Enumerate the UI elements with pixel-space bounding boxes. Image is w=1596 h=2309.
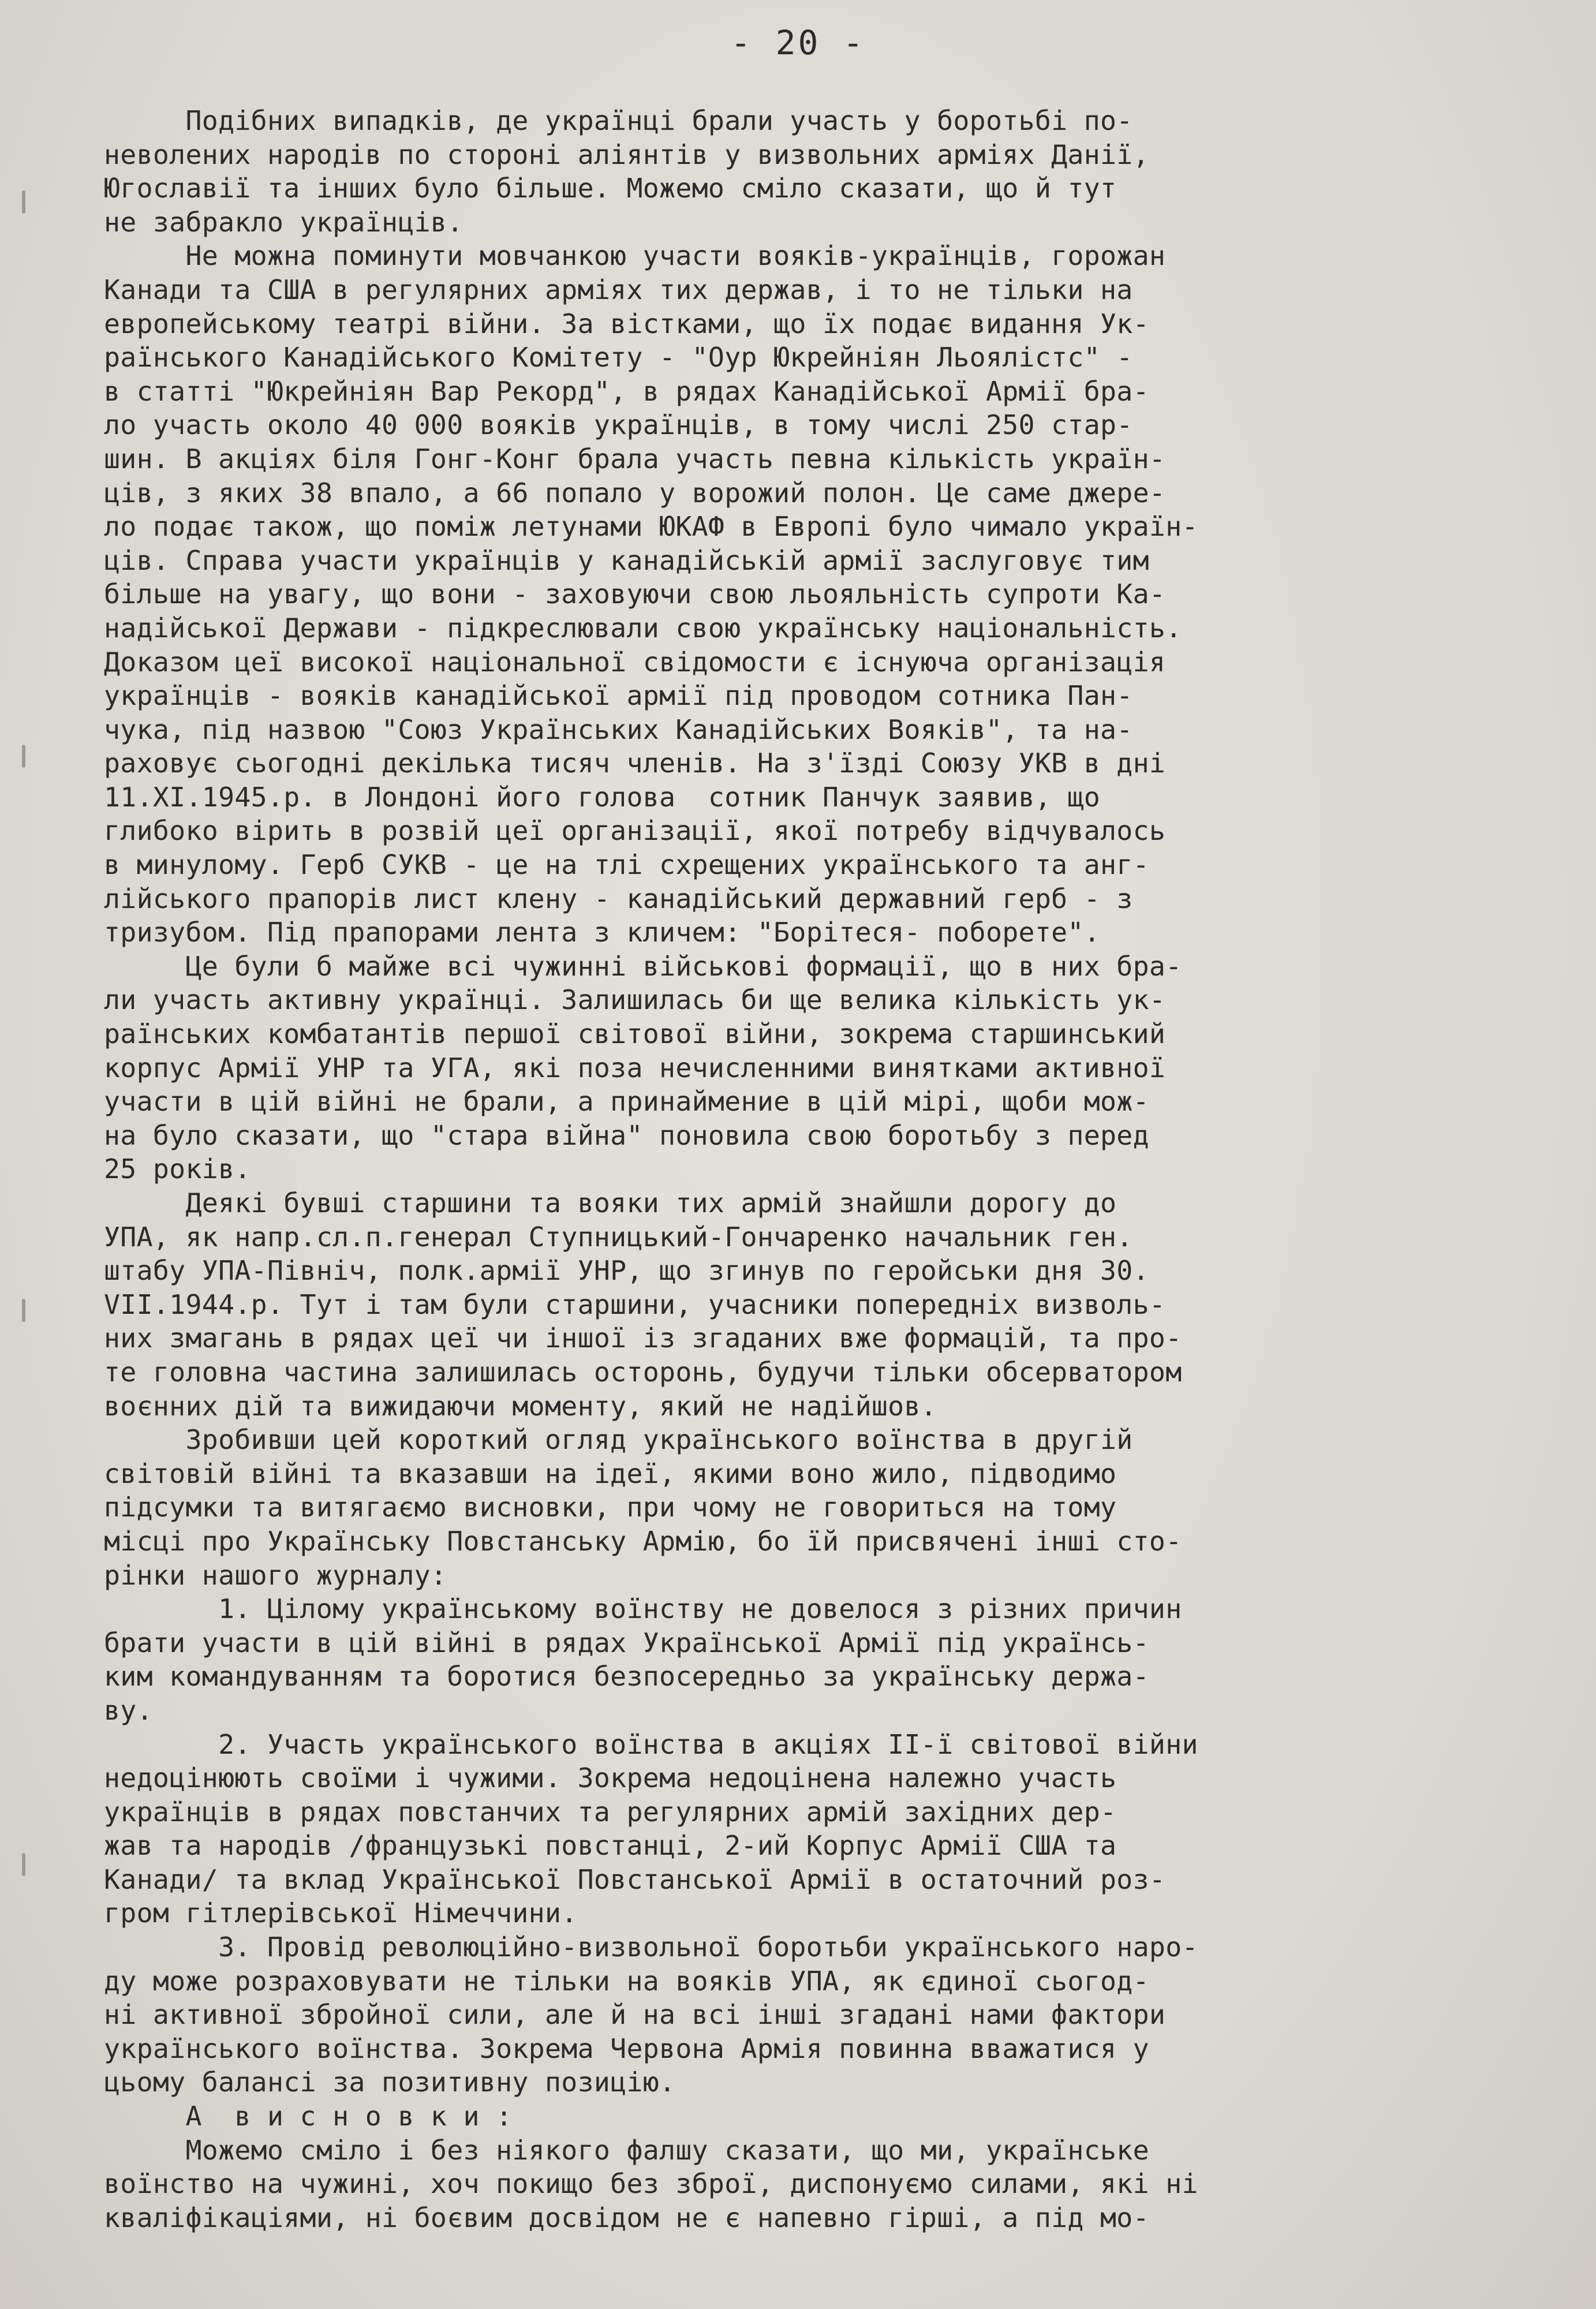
text-line: ло участь около 40 000 вояків українців, в тому числі 250 стар- xyxy=(104,409,1133,441)
text-line: УПА, як напр.сл.п.генерал Ступницький-Гончаренко начальник ген. xyxy=(104,1221,1133,1253)
text-line: ли участь активну українці. Залишилась би ще велика кількість ук- xyxy=(104,984,1166,1016)
text-line: тризубом. Під прапорами лента з кличем: "Борітеся- поборете". xyxy=(104,917,1101,948)
text-line: раїнських комбатантів першої світової війни, зокрема старшинський xyxy=(104,1018,1166,1050)
text-line: більше на увагу, що вони - заховуючи свою льояльність супроти Ка- xyxy=(104,578,1166,610)
text-line: цьому балансі за позитивну позицію. xyxy=(104,2067,676,2098)
text-line: воїнство на чужині, хоч покищо без зброї, диспонуємо силами, які ні xyxy=(104,2168,1198,2200)
text-line: воєнних дій та вижидаючи моменту, який не надійшов. xyxy=(104,1390,937,1422)
text-line: ців. Справа участи українців у канадійській армії заслуговує тим xyxy=(104,544,1149,576)
binding-mark xyxy=(22,190,25,214)
text-line: українців в рядах повстанчих та регулярних армій західних дер- xyxy=(104,1796,1117,1828)
text-line: недоцінюють своїми і чужими. Зокрема недоцінена належно участь xyxy=(104,1762,1117,1794)
text-line: ким командуванням та боротися безпосередньо за українську держа- xyxy=(104,1661,1149,1692)
page-number: - 20 - xyxy=(730,23,866,62)
text-line: неволених народів по стороні аліянтів у визвольних арміях Данії, xyxy=(104,139,1149,170)
binding-mark xyxy=(22,1853,25,1876)
text-line: надійської Держави - підкреслювали свою українську національність. xyxy=(104,612,1182,644)
text-line: 11.XI.1945.р. в Лондоні його голова сотник Панчук заявив, що xyxy=(104,781,1101,813)
text-line: лійського прапорів лист клену - канадійський державний герб - з xyxy=(104,883,1133,914)
text-line: VII.1944.р. Тут і там були старшини, учасники попередніх визволь- xyxy=(104,1288,1166,1320)
text-line: шин. В акціях біля Гонг-Конг брала участь певна кількість україн- xyxy=(104,443,1166,474)
text-line: Зробивши цей короткий огляд українського воїнства в другій xyxy=(104,1424,1133,1456)
text-line: раїнського Канадійського Комітету - "Оур Юкрейніян Льоялістс" - xyxy=(104,342,1133,373)
text-line: ву. xyxy=(104,1694,153,1726)
text-line: Можемо сміло і без ніякого фалшу сказати, що ми, українське xyxy=(104,2134,1149,2166)
typewritten-body xyxy=(104,104,1489,2235)
text-line: Югославії та інших було більше. Можемо сміло сказати, що й тут xyxy=(104,173,1117,204)
text-line: 25 років. xyxy=(104,1153,251,1185)
text-line: Не можна поминути мовчанкою участи вояків-українців, горожан xyxy=(104,240,1166,272)
text-line: европейському театрі війни. За вістками, що їх подає видання Ук- xyxy=(104,308,1149,339)
text-line: в минулому. Герб СУКВ - це на тлі схрещених українського та анг- xyxy=(104,849,1149,881)
text-line: не забракло українців. xyxy=(104,206,464,238)
text-line: підсумки та витягаємо висновки, при чому не говориться на тому xyxy=(104,1492,1117,1523)
text-line: штабу УПА-Північ, полк.армії УНР, що згинув по геройськи дня 30. xyxy=(104,1255,1149,1287)
binding-mark xyxy=(22,745,25,768)
text-line: світовій війні та вказавши на ідеї, якими воно жило, підводимо xyxy=(104,1458,1117,1489)
text-line: глибоко вірить в розвій цеї організації, якої потребу відчувалось xyxy=(104,815,1166,847)
text-line: участи в цій війні не брали, а принаймение в цій мірі, щоби мож- xyxy=(104,1086,1149,1118)
text-line: корпус Армії УНР та УГА, які поза нечисленними винятками активної xyxy=(104,1052,1166,1083)
text-line: А в и с н о в к и : xyxy=(104,2101,513,2132)
text-line: те головна частина залишилась осторонь, будучи тільки обсерватором xyxy=(104,1356,1182,1388)
text-line: місці про Українську Повстанську Армію, бо їй присвячені інші сто- xyxy=(104,1525,1182,1557)
text-line: них змагань в рядах цеї чи іншої із згаданих вже формацій, та про- xyxy=(104,1322,1182,1354)
text-line: українського воїнства. Зокрема Червона Армія повинна вважатися у xyxy=(104,2032,1149,2064)
text-line: кваліфікаціями, ні боєвим досвідом не є напевно гірші, а під мо- xyxy=(104,2202,1149,2233)
text-line: 2. Участь українського воїнства в акціях II-ї світової війни xyxy=(104,1728,1198,1760)
text-line: Канади/ та вклад Української Повстанської Армії в остаточний роз- xyxy=(104,1863,1166,1895)
text-line: Це були б майже всі чужинні військові формації, що в них бра- xyxy=(104,950,1182,982)
text-line: ні активної збройної сили, але й на всі інші згадані нами фактори xyxy=(104,1999,1166,2031)
text-line: брати участи в цій війні в рядах Української Армії під українсь- xyxy=(104,1627,1149,1658)
text-line: гром гітлерівської Німеччини. xyxy=(104,1897,578,1929)
binding-mark xyxy=(22,1299,25,1322)
text-line: ців, з яких 38 впало, а 66 попало у ворожий полон. Це саме джере- xyxy=(104,477,1166,509)
text-line: чука, під назвою "Союз Українських Канадійських Вояків", та на- xyxy=(104,713,1133,745)
text-line: Деякі бувші старшини та вояки тих армій знайшли дорогу до xyxy=(104,1187,1117,1219)
text-line: українців - вояків канадійської армії під проводом сотника Пан- xyxy=(104,680,1133,712)
text-line: Доказом цеї високої національної свідомости є існуюча організація xyxy=(104,646,1166,678)
text-line: Подібних випадків, де українці брали участь у боротьбі по- xyxy=(104,105,1133,136)
text-line: Канади та США в регулярних арміях тих держав, і то не тільки на xyxy=(104,274,1133,305)
text-line: 3. Провід революційно-визвольної боротьби українського наро- xyxy=(104,1931,1198,1963)
text-line: ду може розраховувати не тільки на вояків УПА, як єдиної сьогод- xyxy=(104,1965,1149,1997)
text-line: 1. Цілому українському воїнству не довелося з різних причин xyxy=(104,1593,1182,1625)
text-line: на було сказати, що "стара війна" поновила свою боротьбу з перед xyxy=(104,1119,1149,1151)
text-line: раховує сьогодні декілька тисяч членів. На з'їзді Союзу УКВ в дні xyxy=(104,748,1166,779)
text-line: рінки нашого журналу: xyxy=(104,1559,447,1591)
text-line: ло подає також, що поміж летунами ЮКАФ в Европі було чимало україн- xyxy=(104,511,1198,543)
text-line: в статті "Юкрейніян Вар Рекорд", в рядах Канадійської Армії бра- xyxy=(104,375,1149,407)
text-line: жав та народів /французькі повстанці, 2-ий Корпус Армії США та xyxy=(104,1830,1117,1862)
